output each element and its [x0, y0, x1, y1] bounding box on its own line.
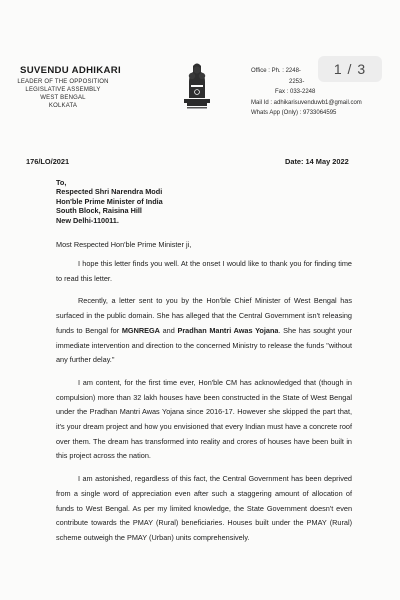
sender-assembly: LEGISLATIVE ASSEMBLY [25, 87, 101, 93]
salutation: Most Respected Hon'ble Prime Minister ji, [56, 240, 192, 249]
address-line-1: Respected Shri Narendra Modi [56, 187, 163, 197]
paragraph-2-pmay: Pradhan Mantri Awas Yojana [177, 325, 279, 335]
paragraph-2 [56, 294, 352, 368]
state-emblem-icon [181, 58, 213, 110]
page-indicator: 1 / 3 [318, 56, 382, 82]
paragraph-2-text-c: and [159, 325, 178, 335]
paragraph-2-text-e: . She has sought your immediate intervention and direction to the concerned Ministry to release the funds "without any further delay." [56, 325, 353, 365]
recipient-address [56, 178, 163, 225]
sender-state: WEST BENGAL [40, 95, 86, 101]
office-whatsapp: Whats App (Only) : 9733064595 [251, 110, 337, 117]
address-to: To, [56, 178, 67, 187]
reference-number: 176/LO/2021 [26, 157, 70, 166]
paragraph-2-mgnrega: MGNREGA [121, 325, 160, 335]
paragraph-4: I am astonished, regardless of this fact, the Central Government has been deprived from a single word of appreciation even after such a staggering amount of allocation of funds to West Bengal. As per my limited knowledge, the State Government doesn't even contribute towards the PMAY (Rural) beneficiaries. Houses built under the PMAY (Rural) scheme outweigh the PMAY (Urban) units comprehensively. [56, 474, 352, 542]
address-line-3: South Block, Raisina Hill [56, 206, 142, 216]
letter-body [56, 257, 352, 546]
paragraph-1: I hope this letter finds you well. At the onset I would like to thank you for finding time to read this letter. [56, 259, 352, 283]
office-mail: Mail Id : adhikarisuvenduwb1@gmail.com [251, 99, 362, 106]
address-line-2: Hon'ble Prime Minister of India [56, 196, 163, 206]
sender-title: LEADER OF THE OPPOSITION [17, 79, 109, 85]
address-line-4: New Delhi-110011. [56, 215, 119, 225]
sender-city: KOLKATA [48, 103, 78, 109]
letter-date: Date: 14 May 2022 [285, 157, 349, 166]
sender-name: SUVENDU ADHIKARI [20, 65, 121, 76]
office-phone: Office : Ph. : 2248- [251, 68, 301, 74]
office-fax: Fax : 033-2248 [275, 89, 316, 96]
paragraph-2-text-a: Recently, a letter sent to you by the Hon'ble Chief Minister of West Bengal has surfaced in the public domain. She has alleged that the Central Government isn't releasing funds to Bengal for [56, 296, 352, 335]
office-phone-2: 2253- [289, 78, 305, 85]
paragraph-3: I am content, for the first time ever, Hon'ble CM has acknowledged that (though in compulsion) more than 32 lakh houses have been constructed in the State of West Bengal under the Pradhan Mantri Awas Yojana since 2016-17. However she skipped the part that, it's your dream project and how you envisioned that every Indian must have a concrete roof over them. The dream has transformed into reality and crores of houses have been built in this project across the nation. [56, 377, 352, 461]
